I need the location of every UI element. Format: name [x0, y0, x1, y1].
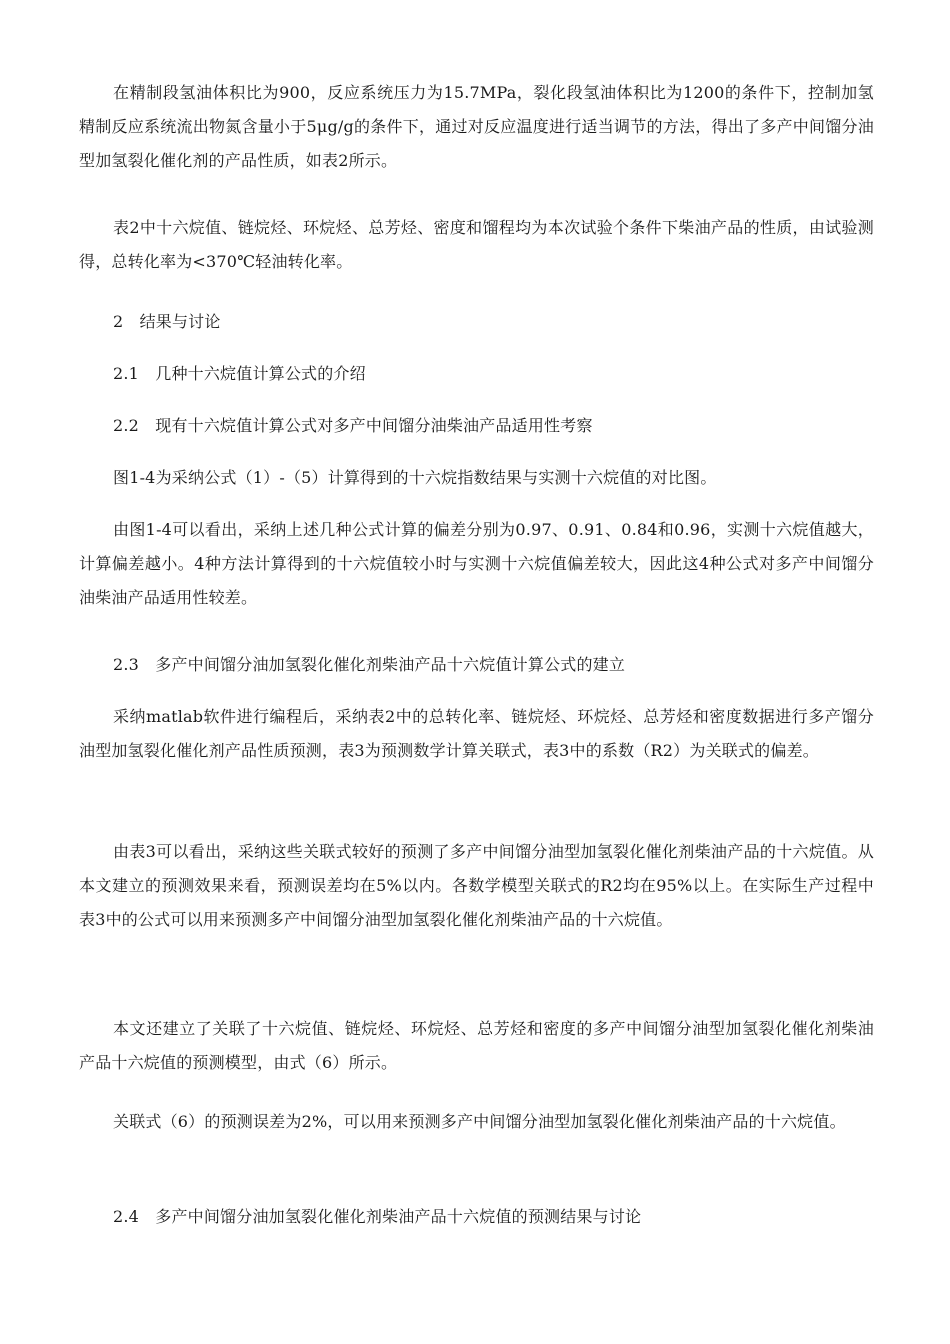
paragraph-equation6-error: 关联式（6）的预测误差为2%，可以用来预测多产中间馏分油型加氢裂化催化剂柴油产品的十六烷值。 — [113, 1112, 846, 1131]
paragraph-table2-description: 表2中十六烷值、链烷烃、环烷烃、总芳烃、密度和馏程均为本次试验个条件下柴油产品的性质，由试验测得，总转化率为<370℃轻油转化率。 — [79, 218, 874, 271]
paragraph-table3-analysis: 由表3可以看出，采纳这些关联式较好的预测了多产中间馏分油型加氢裂化催化剂柴油产品的十六烷值。从本文建立的预测效果来看，预测误差均在5%以内。各数学模型关联式的R2均在95%以上。在实际生产过程中表3中的公式可以用来预测多产中间馏分油型加氢裂化催化剂柴油产品的十六烷值。 — [79, 842, 874, 929]
subsection-heading-2-4: 2.4 多产中间馏分油加氢裂化催化剂柴油产品十六烷值的预测结果与讨论 — [113, 1207, 642, 1226]
paragraph-deviation-analysis: 由图1-4可以看出，采纳上述几种公式计算的偏差分别为0.97、0.91、0.84和0.96，实测十六烷值越大，计算偏差越小。4种方法计算得到的十六烷值较小时与实测十六烷值偏差较大，因此这4种公式对多产中间馏分油柴油产品适用性较差。 — [79, 520, 874, 607]
paragraph-figure-comparison: 图1-4为采纳公式（1）-（5）计算得到的十六烷指数结果与实测十六烷值的对比图。 — [113, 468, 717, 487]
paragraph-prediction-model: 本文还建立了关联了十六烷值、链烷烃、环烷烃、总芳烃和密度的多产中间馏分油型加氢裂化催化剂柴油产品十六烷值的预测模型，由式（6）所示。 — [79, 1019, 874, 1072]
subsection-heading-2-2: 2.2 现有十六烷值计算公式对多产中间馏分油柴油产品适用性考察 — [113, 416, 593, 435]
section-heading-results: 2 结果与讨论 — [113, 312, 221, 331]
paragraph-matlab-modeling: 采纳matlab软件进行编程后，采纳表2中的总转化率、链烷烃、环烷烃、总芳烃和密度数据进行多产馏分油型加氢裂化催化剂产品性质预测，表3为预测数学计算关联式，表3中的系数（R2）为关联式的偏差。 — [79, 707, 874, 760]
paragraph-reaction-conditions: 在精制段氢油体积比为900，反应系统压力为15.7MPa，裂化段氢油体积比为1200的条件下，控制加氢精制反应系统流出物氮含量小于5μg/g的条件下，通过对反应温度进行适当调节的方法，得出了多产中间馏分油型加氢裂化催化剂的产品性质，如表2所示。 — [79, 83, 874, 170]
subsection-heading-2-1: 2.1 几种十六烷值计算公式的介绍 — [113, 364, 366, 383]
subsection-heading-2-3: 2.3 多产中间馏分油加氢裂化催化剂柴油产品十六烷值计算公式的建立 — [113, 655, 626, 674]
